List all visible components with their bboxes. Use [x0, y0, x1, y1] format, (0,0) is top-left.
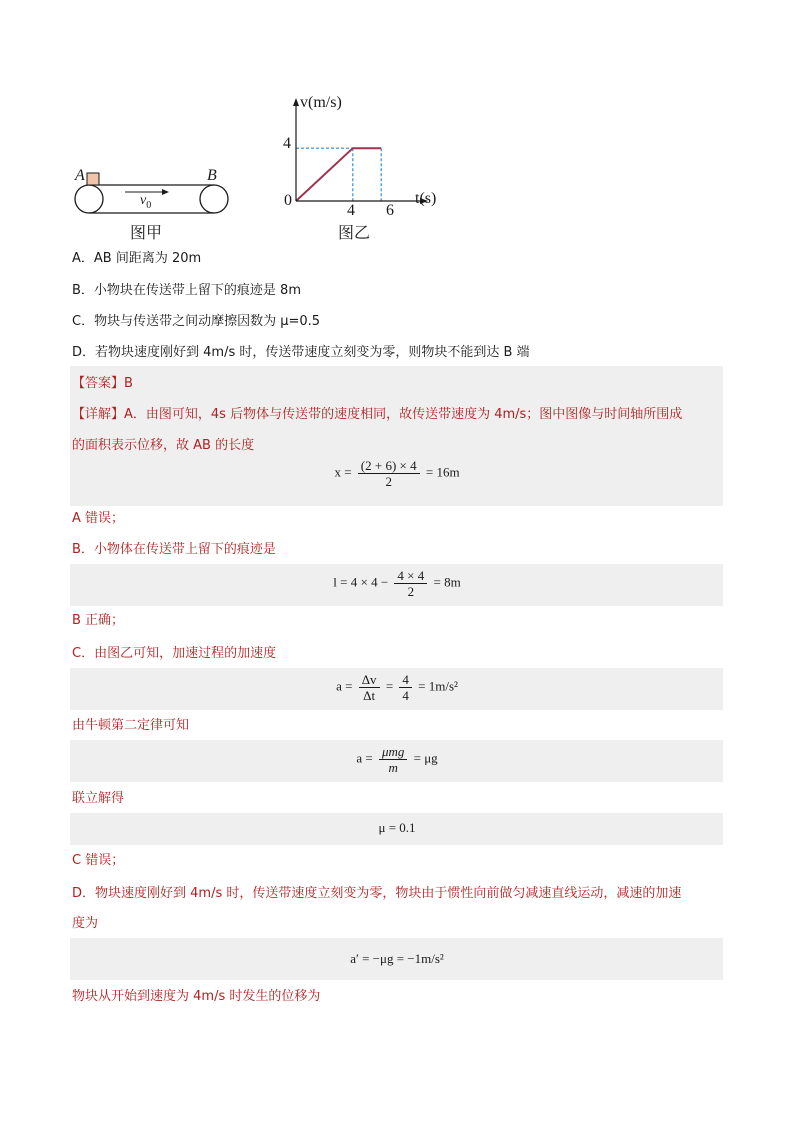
formula-mu-g-rhs: = μg	[413, 750, 438, 766]
formula-a-mid: =	[385, 678, 394, 694]
formula-x-num: (2 + 6) × 4	[358, 458, 420, 474]
b-intro: B．小物体在传送带上留下的痕迹是	[72, 542, 276, 557]
formula-a-fraction-1	[359, 672, 380, 703]
x-tick-label-6: 6	[386, 202, 394, 219]
formula-x-lhs: x =	[334, 464, 352, 480]
y-tick-label: 4	[283, 135, 291, 152]
detail-line-1: 【详解】A．由图可知，4s 后物体与传送带的速度相同，故传送带速度为 4m/s；图中图像与时间轴所围成	[72, 407, 683, 422]
x-tick-label-4: 4	[347, 202, 355, 219]
formula-x-den: 2	[385, 474, 392, 489]
last-line: 物块从开始到速度为 4m/s 时发生的位移为	[72, 989, 321, 1004]
y-axis-arrowhead	[293, 98, 299, 106]
velocity-series-line	[296, 148, 381, 201]
formula-a	[0, 672, 794, 703]
formula-l-lhs: l = 4 × 4 −	[333, 574, 389, 590]
formula-mu-g-fraction	[379, 744, 407, 775]
label-b: B	[207, 167, 217, 184]
formula-x-rhs: = 16m	[425, 464, 460, 480]
right-pulley	[200, 185, 228, 213]
formula-x	[0, 458, 794, 489]
a-wrong: A 错误；	[72, 511, 125, 526]
block	[87, 173, 99, 185]
speed-symbol: v	[140, 193, 147, 208]
speed-label	[140, 193, 151, 211]
formula-l-den: 2	[407, 584, 415, 599]
option-c: C．物块与传送带之间动摩擦因数为 μ=0.5	[72, 314, 321, 329]
detail-line-2: 的面积表示位移，故 AB 的长度	[72, 438, 255, 453]
formula-mu-g-num: μmg	[379, 744, 407, 760]
answer-label: 【答案】B	[72, 376, 133, 391]
formula-decel: a′ = −μg = −1m/s²	[350, 951, 444, 966]
option-d: D．若物块速度刚好到 4m/s 时，传送带速度立刻变为零，则物块不能到达 B 端	[72, 345, 530, 360]
formula-l-fraction	[394, 568, 427, 599]
speed-subscript: 0	[146, 199, 152, 211]
d-line-2: 度为	[72, 916, 99, 931]
formula-a-lhs: a =	[336, 678, 353, 694]
option-a: A．AB 间距离为 20m	[72, 251, 202, 266]
c-intro: C．由图乙可知，加速过程的加速度	[72, 646, 277, 661]
formula-a-fraction-2	[399, 672, 412, 703]
formula-a-rhs: = 1m/s²	[418, 678, 458, 694]
chart-layer	[296, 148, 381, 201]
caption-yi: 图乙	[338, 223, 371, 242]
y-axis-label: v(m/s)	[300, 94, 342, 111]
formula-mu-g-lhs: a =	[356, 750, 373, 766]
x-axis-label: t(s)	[415, 190, 437, 207]
formula-mu-value: μ = 0.1	[378, 820, 416, 835]
formula-a-den-1: Δt	[363, 688, 376, 703]
formula-x-fraction	[358, 458, 420, 489]
formula-mu-g-den: m	[388, 760, 398, 775]
formula-l	[0, 568, 794, 599]
formula-l-rhs: = 8m	[433, 574, 461, 590]
label-a: A	[75, 167, 85, 184]
option-b: B．小物块在传送带上留下的痕迹是 8m	[72, 283, 301, 298]
formula-a-den-2: 4	[402, 688, 409, 703]
newton-law: 由牛顿第二定律可知	[72, 718, 190, 733]
solve-label: 联立解得	[72, 791, 125, 806]
velocity-arrowhead	[162, 189, 169, 195]
formula-a-num-2: 4	[399, 672, 412, 688]
caption-jia: 图甲	[130, 223, 163, 242]
c-wrong: C 错误；	[72, 853, 125, 868]
d-line-1: D．物块速度刚好到 4m/s 时，传送带速度立刻变为零，物块由于惯性向前做匀减速直线运动，减速的加速	[72, 886, 682, 901]
b-right: B 正确；	[72, 613, 125, 628]
left-pulley	[75, 185, 103, 213]
origin-label: 0	[284, 192, 292, 209]
formula-mu-g	[0, 744, 794, 775]
formula-l-num: 4 × 4	[394, 568, 427, 584]
formula-a-num-1: Δv	[359, 672, 380, 688]
